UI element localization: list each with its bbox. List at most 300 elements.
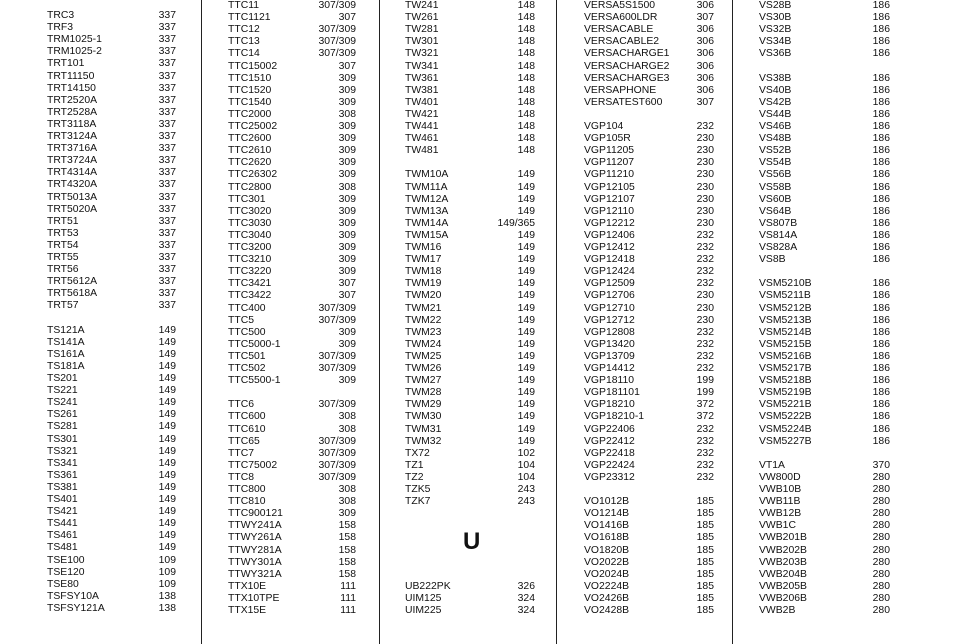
page-reference: 186 [872, 254, 890, 266]
part-number: TTWY241A [228, 520, 282, 532]
page-reference: 185 [696, 532, 714, 544]
part-number: VERSACHARGE2 [584, 60, 670, 72]
page-reference: 149 [158, 445, 176, 457]
page-reference: 309 [338, 84, 356, 96]
index-entry [380, 581, 557, 593]
index-entry [733, 496, 956, 508]
page-reference: 199 [696, 387, 714, 399]
page-reference: 307/309 [318, 24, 356, 36]
part-number: VERSA600LDR [584, 12, 658, 24]
index-entry [202, 182, 380, 194]
page-reference: 109 [158, 566, 176, 578]
index-entry [733, 545, 956, 557]
index-entry [733, 593, 956, 605]
page-reference: 232 [696, 363, 714, 374]
index-entry [380, 605, 557, 617]
part-number: UIM125 [405, 592, 442, 604]
page-reference: 309 [338, 96, 356, 108]
part-number: TS181A [47, 360, 85, 372]
index-entry [733, 557, 956, 569]
page-reference: 186 [872, 278, 890, 290]
page-reference: 111 [340, 580, 356, 592]
part-number: VS30B [759, 12, 792, 24]
part-number: TS481 [47, 542, 78, 554]
page-reference: 337 [158, 276, 176, 288]
page-reference: 307 [338, 290, 356, 302]
index-entry [202, 145, 380, 157]
part-number: TRT51 [47, 215, 79, 227]
index-entry [733, 375, 956, 387]
page-reference: 306 [696, 60, 714, 72]
index-entry [0, 119, 201, 131]
part-number: VS46B [759, 121, 792, 132]
part-number: VGP12412 [584, 242, 635, 253]
index-entry [202, 73, 380, 85]
index-entry [0, 167, 201, 179]
part-number: TRT11150 [47, 70, 95, 82]
part-number: TS141A [47, 336, 85, 348]
part-number: VGP104 [584, 121, 624, 132]
page-reference: 149 [517, 338, 535, 350]
page-reference: 149 [158, 433, 176, 445]
index-entry [202, 303, 380, 315]
page-reference: 186 [872, 72, 890, 84]
part-number: TRT5013A [47, 191, 98, 203]
part-number: TW341 [405, 60, 439, 72]
page-reference: 186 [872, 423, 890, 435]
index-entry [0, 276, 201, 288]
page-reference: 306 [696, 24, 714, 36]
page-reference: 158 [338, 520, 356, 532]
part-number: TRT2528A [47, 106, 98, 118]
index-entry [557, 363, 733, 375]
part-number: TZ2 [405, 471, 424, 483]
index-entry [202, 278, 380, 290]
index-entry [557, 532, 733, 544]
part-number: VWB202B [759, 544, 807, 556]
index-entry [0, 518, 201, 530]
index-entry [202, 532, 380, 544]
part-number: TWM25 [405, 350, 442, 362]
page-reference: 186 [872, 36, 890, 48]
index-entry [202, 266, 380, 278]
page-reference: 307/309 [318, 399, 356, 411]
index-entry [557, 593, 733, 605]
page-reference: 307/309 [318, 363, 356, 374]
index-entry [557, 48, 733, 60]
index-entry [202, 48, 380, 60]
page-reference: 337 [158, 10, 176, 21]
index-entry [557, 266, 733, 278]
index-entry [733, 460, 956, 472]
part-number: VGP14412 [584, 363, 635, 374]
part-number: VGP12706 [584, 290, 635, 302]
part-number: VSM5215B [759, 338, 812, 350]
part-number: TTC2000 [228, 108, 272, 120]
part-number: TTC900121 [228, 508, 283, 520]
index-entry [202, 520, 380, 532]
index-entry [202, 363, 380, 375]
page-reference: 186 [872, 411, 890, 423]
part-number: TWM22 [405, 314, 442, 326]
part-number: TTC3020 [228, 205, 272, 217]
index-entry [380, 194, 557, 206]
page-reference: 186 [872, 217, 890, 229]
page-reference: 148 [517, 108, 535, 120]
part-number: TTC75002 [228, 459, 278, 471]
page-reference: 309 [338, 217, 356, 229]
index-entry [202, 133, 380, 145]
page-reference: 186 [872, 181, 890, 193]
index-entry [557, 448, 733, 460]
part-number: VS64B [759, 205, 792, 217]
page-reference: 337 [158, 34, 176, 46]
part-number: VGP22406 [584, 423, 635, 435]
part-number: VGP22418 [584, 447, 635, 459]
part-number: TTX10TPE [228, 592, 280, 604]
page-reference: 230 [696, 205, 714, 217]
part-number: TTX15E [228, 605, 267, 616]
part-number: TW461 [405, 133, 439, 145]
part-number: VS54B [759, 157, 792, 169]
part-number: VS38B [759, 72, 792, 84]
index-entry [733, 436, 956, 448]
index-entry [733, 387, 956, 399]
index-entry [202, 424, 380, 436]
part-number: TWM19 [405, 278, 442, 290]
index-entry [557, 145, 733, 157]
part-number: TWM24 [405, 338, 442, 350]
index-entry [380, 242, 557, 254]
index-entry [202, 36, 380, 48]
page-reference: 309 [338, 508, 356, 520]
part-number: TS421 [47, 506, 78, 518]
index-entry [202, 339, 380, 351]
part-number: TS241 [47, 397, 78, 409]
index-entry [0, 458, 201, 470]
part-number: TTWY301A [228, 556, 282, 568]
index-entry [0, 361, 201, 373]
index-entry [733, 230, 956, 242]
page-reference: 309 [338, 145, 356, 157]
part-number: TWM12A [405, 193, 449, 205]
index-entry [0, 179, 201, 191]
index-entry [0, 83, 201, 95]
part-number: TTC1520 [228, 84, 272, 96]
page-reference: 102 [517, 447, 535, 459]
part-number: TWM27 [405, 375, 442, 387]
part-number: TW401 [405, 96, 439, 108]
index-entry [202, 557, 380, 569]
page-reference: 185 [696, 592, 714, 604]
index-entry [733, 133, 956, 145]
index-entry [202, 605, 380, 617]
index-entry [733, 254, 956, 266]
page-reference: 308 [338, 411, 356, 423]
index-entry [380, 73, 557, 85]
index-entry [202, 460, 380, 472]
page-reference: 186 [872, 350, 890, 362]
index-entry [202, 194, 380, 206]
index-entry [0, 240, 201, 252]
index-entry [0, 300, 201, 312]
page-reference: 309 [338, 169, 356, 181]
part-number: VO2428B [584, 605, 630, 616]
index-entry [733, 145, 956, 157]
part-number: VSM5210B [759, 278, 812, 290]
part-number: VWB206B [759, 592, 807, 604]
index-entry [557, 496, 733, 508]
page-reference: 232 [696, 121, 714, 132]
index-entry [202, 24, 380, 36]
part-number: VGP18210 [584, 399, 635, 411]
part-number: TRT5020A [47, 203, 98, 215]
page-reference: 186 [872, 302, 890, 314]
page-reference: 149 [517, 363, 535, 374]
index-entry [557, 520, 733, 532]
part-number: TW381 [405, 84, 439, 96]
page-reference: 307/309 [318, 0, 356, 11]
part-number: TTC65 [228, 435, 260, 447]
index-entry [0, 397, 201, 409]
part-number: TTC2620 [228, 157, 272, 169]
index-entry [380, 12, 557, 24]
part-number: VS36B [759, 48, 792, 60]
page-reference: 185 [696, 496, 714, 508]
page-reference: 230 [696, 193, 714, 205]
index-entry [380, 460, 557, 472]
page-reference: 186 [872, 290, 890, 302]
page-reference: 280 [872, 496, 890, 508]
page-reference: 337 [158, 191, 176, 203]
part-number: TTC2800 [228, 181, 272, 193]
part-number: TTC5500-1 [228, 375, 281, 387]
page-reference: 186 [872, 48, 890, 60]
part-number: VO1012B [584, 496, 630, 508]
page-reference: 309 [338, 133, 356, 145]
part-number: TRT4314A [47, 167, 98, 179]
part-number: TTC3220 [228, 266, 272, 278]
index-entry [380, 411, 557, 423]
index-entry [557, 242, 733, 254]
page-reference: 186 [872, 108, 890, 120]
index-entry [380, 145, 557, 157]
part-number: VWB1C [759, 520, 796, 532]
part-number: TRT55 [47, 252, 79, 263]
part-number: VO2426B [584, 592, 630, 604]
page-reference: 149 [158, 518, 176, 530]
page-reference: 280 [872, 592, 890, 604]
page-reference: 149 [517, 242, 535, 253]
index-entry [202, 61, 380, 73]
index-entry [557, 399, 733, 411]
page-reference: 337 [158, 227, 176, 239]
page-reference: 149 [158, 409, 176, 421]
page-reference: 148 [517, 36, 535, 48]
page-reference: 232 [696, 447, 714, 459]
part-number: TTC2600 [228, 133, 272, 145]
part-number: VT1A [759, 459, 785, 471]
part-number: TRT54 [47, 239, 79, 251]
page-reference: 337 [158, 82, 176, 94]
page-reference: 307/309 [318, 36, 356, 48]
page-reference: 337 [158, 58, 176, 70]
page-reference: 309 [338, 157, 356, 169]
part-number: VWB201B [759, 532, 807, 544]
page-reference: 148 [517, 60, 535, 72]
part-number: TS161A [47, 348, 85, 360]
part-number: VGP18210-1 [584, 411, 645, 423]
page-reference: 309 [338, 121, 356, 132]
page-reference: 149 [517, 375, 535, 387]
page-reference: 337 [158, 239, 176, 251]
index-entry [380, 375, 557, 387]
part-number: TW361 [405, 72, 439, 84]
part-number: TS121A [47, 324, 85, 336]
page-reference: 186 [872, 145, 890, 157]
part-number: TTC12 [228, 24, 260, 36]
part-number: VSM5219B [759, 387, 812, 399]
part-number: TRT3716A [47, 143, 98, 155]
page-reference: 149 [517, 290, 535, 302]
page-reference: 186 [872, 24, 890, 36]
index-entry [733, 242, 956, 254]
index-entry [0, 421, 201, 433]
part-number: TRT2520A [47, 94, 98, 106]
part-number: VS807B [759, 217, 798, 229]
page-reference: 185 [696, 580, 714, 592]
part-number: TWM20 [405, 290, 442, 302]
index-entry [202, 508, 380, 520]
index-entry [557, 85, 733, 97]
part-number: VWB12B [759, 508, 802, 520]
part-number: TWM11A [405, 181, 448, 193]
page-reference: 148 [517, 12, 535, 24]
part-number: VW800D [759, 471, 801, 483]
index-entry [557, 73, 733, 85]
page-reference: 148 [517, 84, 535, 96]
index-entry [202, 315, 380, 327]
page-reference: 149 [158, 373, 176, 384]
part-number: VS52B [759, 145, 792, 157]
part-number: VERSAPHONE [584, 84, 657, 96]
page-reference: 149 [158, 324, 176, 336]
page-reference: 149 [517, 435, 535, 447]
part-number: TZK5 [405, 484, 431, 495]
page-reference: 306 [696, 84, 714, 96]
part-number: VGP12710 [584, 302, 635, 314]
part-number: VGP12712 [584, 314, 635, 326]
index-entry [202, 399, 380, 411]
index-entry [733, 48, 956, 60]
page-reference: 337 [158, 179, 176, 191]
page-reference: 149 [158, 530, 176, 542]
index-entry [202, 472, 380, 484]
page-reference: 230 [696, 217, 714, 229]
index-entry [380, 24, 557, 36]
index-entry [733, 0, 956, 12]
part-number: TS381 [47, 481, 78, 493]
page-reference: 232 [696, 254, 714, 266]
index-entry [557, 581, 733, 593]
index-entry [202, 593, 380, 605]
part-number: VS28B [759, 0, 792, 11]
page-reference: 185 [696, 605, 714, 616]
part-number: TTC301 [228, 193, 266, 205]
index-entry [380, 218, 557, 230]
part-number: VSM5211B [759, 290, 811, 302]
page-reference: 309 [338, 229, 356, 241]
page-reference: 230 [696, 133, 714, 145]
page-reference: 149 [517, 350, 535, 362]
index-entry [0, 409, 201, 421]
index-entry [557, 557, 733, 569]
index-entry [0, 228, 201, 240]
part-number: TTC1540 [228, 96, 272, 108]
index-entry [557, 472, 733, 484]
index-entry [733, 24, 956, 36]
page-reference: 280 [872, 471, 890, 483]
index-entry [380, 303, 557, 315]
part-number: TRT56 [47, 264, 79, 276]
index-entry [0, 34, 201, 46]
index-entry [557, 315, 733, 327]
page-reference: 149 [517, 387, 535, 399]
part-number: VGP11205 [584, 145, 635, 157]
page-reference: 230 [696, 302, 714, 314]
part-number: TTC800 [228, 484, 266, 495]
part-number: VWB11B [759, 496, 801, 508]
part-number: VS60B [759, 193, 792, 205]
index-entry [202, 351, 380, 363]
index-entry [0, 264, 201, 276]
page-reference: 230 [696, 169, 714, 181]
index-entry [380, 206, 557, 218]
index-entry [0, 434, 201, 446]
index-column-5 [732, 0, 956, 644]
index-entry [557, 169, 733, 181]
page-reference: 186 [872, 12, 890, 24]
index-entry [557, 133, 733, 145]
part-number: TWM15A [405, 229, 449, 241]
index-column-4 [556, 0, 733, 644]
index-entry [557, 218, 733, 230]
index-entry [733, 85, 956, 97]
page-reference: 308 [338, 181, 356, 193]
index-entry [733, 472, 956, 484]
part-number: TRT3124A [47, 131, 98, 142]
page-reference: 149 [158, 457, 176, 469]
page-reference: 149 [517, 193, 535, 205]
page-reference: 186 [872, 242, 890, 253]
part-number: VS58B [759, 181, 792, 193]
part-number: VWB203B [759, 556, 807, 568]
part-number: TWM29 [405, 399, 442, 411]
page-reference: 232 [696, 435, 714, 447]
index-entry [733, 182, 956, 194]
part-number: TTC3421 [228, 278, 272, 290]
page-reference: 186 [872, 229, 890, 241]
page-reference: 306 [696, 36, 714, 48]
page-reference: 186 [872, 193, 890, 205]
page-reference: 185 [696, 556, 714, 568]
page-reference: 186 [872, 338, 890, 350]
index-entry [733, 327, 956, 339]
page-reference: 149 [517, 181, 535, 193]
page-reference: 230 [696, 145, 714, 157]
page-reference: 337 [158, 264, 176, 276]
part-number: TTC7 [228, 447, 254, 459]
